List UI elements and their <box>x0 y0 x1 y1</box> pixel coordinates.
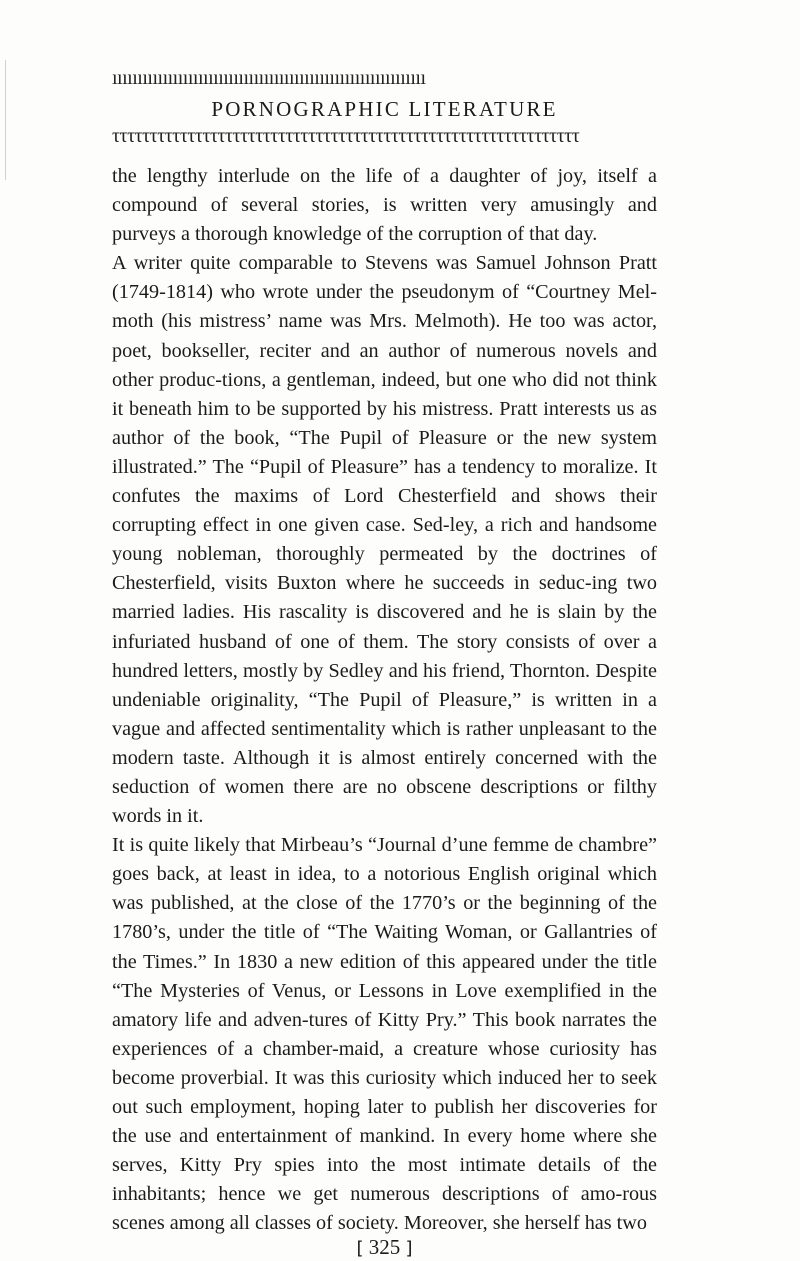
book-page <box>112 68 657 1259</box>
paragraph-2: A writer quite comparable to Stevens was Samuel Johnson Pratt (1749-1814) who wrote under the pseudonym of “Courtney Mel-moth (his mistress’ name was Mrs. Melmoth). He too was actor, poet, bookseller, reciter and an author of numerous novels and other produc-tions, a gentleman, indeed, but one who did not think it beneath him to be supported by his mistress. Pratt interests us as author of the book, “The Pupil of Pleasure or the new system illustrated.” The “Pupil of Pleasure” has a tendency to moralize. It confutes the maxims of Lord Chesterfield and shows their corrupting effect in one given case. Sed-ley, a rich and handsome young nobleman, thoroughly permeated by the doctrines of Chesterfield, visits Buxton where he succeeds in seduc-ing two married ladies. His rascality is discovered and he is slain by the infuriated husband of one of them. The story consists of over a hundred letters, mostly by Sedley and his friend, Thornton. Despite undeniable originality, “The Pupil of Pleasure,” is written in a vague and affected sentimentality which is rather unpleasant to the modern taste. Although it is almost entirely concerned with the seduction of women there are no obscene descriptions or filthy words in it. <box>112 252 657 828</box>
ornament-rule-bottom: ττττττττττττττττττττττττττττττττττττττττττττττττττττττττττττττ <box>112 126 580 147</box>
folio-number: 325 <box>368 1235 401 1259</box>
paragraph-3: It is quite likely that Mirbeau’s “Journal d’une femme de chambre” goes back, at least in idea, to a notorious English original which was published, at the close of the 1770’s or the beginning of the 1780’s, under the title of “The Waiting Woman, or Gallantries of the Times.” In 1830 a new edition of this appeared under the title “The Mysteries of Venus, or Lessons in Love exemplified in the amatory life and adven-tures of Kitty Pry.” This book narrates the experiences of a chamber-maid, a creature whose curiosity has become proverbial. It was this curiosity which induced her to seek out such employment, hoping later to publish her discoveries for the use and entertainment of mankind. In every home where she serves, Kitty Pry spies into the most intimate details of the inhabitants; hence we get numerous descriptions of amo-rous scenes among all classes of society. Moreover, she herself has two <box>112 834 657 1235</box>
paragraph-1: the lengthy interlude on the life of a daughter of joy, itself a compound of several stories, is written very amusingly and purveys a thorough knowledge of the corruption of that day. <box>112 165 657 246</box>
folio-left-bracket: [ <box>356 1238 364 1259</box>
ornament-rule-top: ıııııııııııııııııııııııııııııııııııııııııııııııııııııııııııııı <box>112 68 426 89</box>
running-head: PORNOGRAPHIC LITERATURE <box>211 97 558 121</box>
body-text <box>112 162 657 1238</box>
page-edge-line <box>5 60 6 180</box>
page-number <box>112 1235 657 1260</box>
folio-right-bracket: ] <box>405 1238 413 1259</box>
